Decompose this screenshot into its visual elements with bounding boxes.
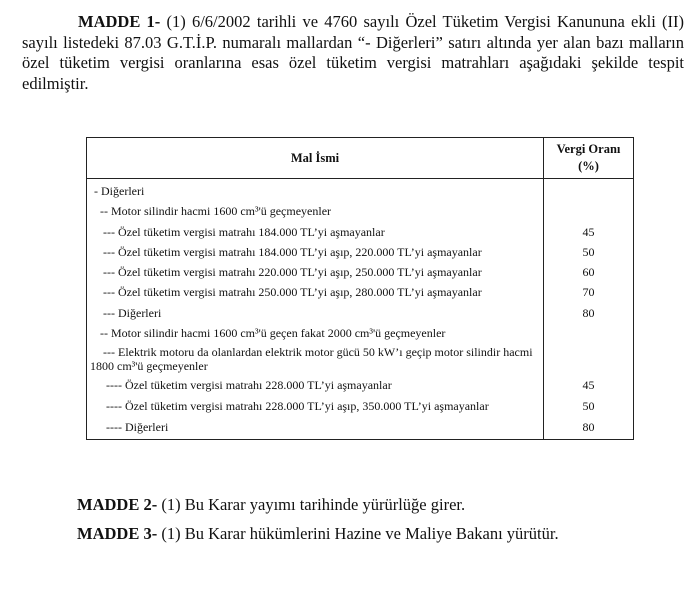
table-row bbox=[87, 242, 634, 262]
tax-rate-table bbox=[86, 137, 634, 440]
row-rate: 70 bbox=[544, 282, 634, 302]
article-2-label: MADDE 2- bbox=[77, 495, 158, 514]
row-name-text: --- Özel tüketim vergisi matrahı 250.000 TL’yi aşıp, 280.000 TL’yi aşmayanlar bbox=[103, 285, 482, 300]
row-name-text: --- Diğerleri bbox=[103, 305, 162, 320]
row-name-text: --- Özel tüketim vergisi matrahı 220.000 TL’yi aşıp, 250.000 TL’yi aşmayanlar bbox=[103, 265, 482, 280]
row-name-text: - Diğerleri bbox=[94, 184, 145, 198]
row-name-text: ---- Özel tüketim vergisi matrahı 228.000 TL’yi aşıp, 350.000 TL’yi aşmayanlar bbox=[106, 398, 489, 413]
row-name bbox=[87, 242, 544, 262]
row-name bbox=[87, 416, 544, 440]
article-3-paragraph bbox=[77, 524, 559, 544]
table-row bbox=[87, 375, 634, 395]
row-rate: 80 bbox=[544, 416, 634, 440]
row-name bbox=[87, 179, 544, 202]
row-name bbox=[87, 262, 544, 282]
row-rate: 50 bbox=[544, 242, 634, 262]
header-tax-rate-line2: (%) bbox=[578, 159, 599, 173]
row-name-text: --- Özel tüketim vergisi matrahı 184.000 TL’yi aşıp, 220.000 TL’yi aşmayanlar bbox=[103, 244, 482, 259]
row-rate bbox=[544, 323, 634, 343]
table-row bbox=[87, 222, 634, 242]
article-3-text: (1) Bu Karar hükümlerini Hazine ve Maliye Bakanı yürütür. bbox=[157, 524, 559, 543]
table-row bbox=[87, 282, 634, 302]
row-name bbox=[87, 282, 544, 302]
article-1-label: MADDE 1- bbox=[78, 12, 161, 31]
row-rate bbox=[544, 201, 634, 221]
article-3-label: MADDE 3- bbox=[77, 524, 158, 543]
row-name-text: -- Motor silindir hacmi 1600 cm³'ü geçmeyenler bbox=[100, 204, 332, 219]
table-row bbox=[87, 323, 634, 343]
table-row bbox=[87, 343, 634, 375]
table-row bbox=[87, 416, 634, 440]
article-2-paragraph bbox=[77, 495, 465, 515]
row-rate: 60 bbox=[544, 262, 634, 282]
row-name bbox=[87, 323, 544, 343]
table-row bbox=[87, 262, 634, 282]
row-name-text: ---- Diğerleri bbox=[106, 420, 169, 435]
row-rate: 50 bbox=[544, 396, 634, 416]
row-name bbox=[87, 396, 544, 416]
table-row bbox=[87, 303, 634, 323]
table-row bbox=[87, 179, 634, 202]
article-1-text: (1) 6/6/2002 tarihli ve 4760 sayılı Özel Tüketim Vergisi Kanununa ekli (II) sayılı listedeki 87.03 G.T.İ.P. numaralı mallardan “- Diğerleri” satırı altında yer alan bazı malların özel tüketim vergisi oranlarına esas özel tüketim vergisi matrahları aşağıdaki şekilde tespit edilmiştir. bbox=[22, 12, 684, 93]
row-rate: 45 bbox=[544, 222, 634, 242]
article-1-paragraph bbox=[22, 12, 684, 94]
header-tax-rate bbox=[544, 138, 634, 179]
row-name-text: --- Elektrik motoru da olanlardan elektrik motor gücü 50 kW’ı geçip motor silindir hacmi 1800 cm³'ü geçmeyenler bbox=[90, 345, 533, 374]
row-name-text: ---- Özel tüketim vergisi matrahı 228.000 TL’yi aşmayanlar bbox=[106, 378, 392, 393]
row-name bbox=[87, 201, 544, 221]
row-rate bbox=[544, 179, 634, 202]
header-tax-rate-line1: Vergi Oranı bbox=[556, 142, 621, 156]
row-name bbox=[87, 222, 544, 242]
row-name bbox=[87, 375, 544, 395]
row-rate: 45 bbox=[544, 375, 634, 395]
header-item-name: Mal İsmi bbox=[87, 138, 544, 179]
table-row bbox=[87, 201, 634, 221]
table-row bbox=[87, 396, 634, 416]
row-name bbox=[87, 303, 544, 323]
table-header-row bbox=[87, 138, 634, 179]
row-rate bbox=[544, 343, 634, 375]
row-name-text: --- Özel tüketim vergisi matrahı 184.000 TL’yi aşmayanlar bbox=[103, 224, 385, 239]
row-rate: 80 bbox=[544, 303, 634, 323]
row-name bbox=[87, 343, 544, 375]
article-2-text: (1) Bu Karar yayımı tarihinde yürürlüğe girer. bbox=[157, 495, 466, 514]
row-name-text: -- Motor silindir hacmi 1600 cm³'ü geçen fakat 2000 cm³'ü geçmeyenler bbox=[100, 326, 446, 341]
